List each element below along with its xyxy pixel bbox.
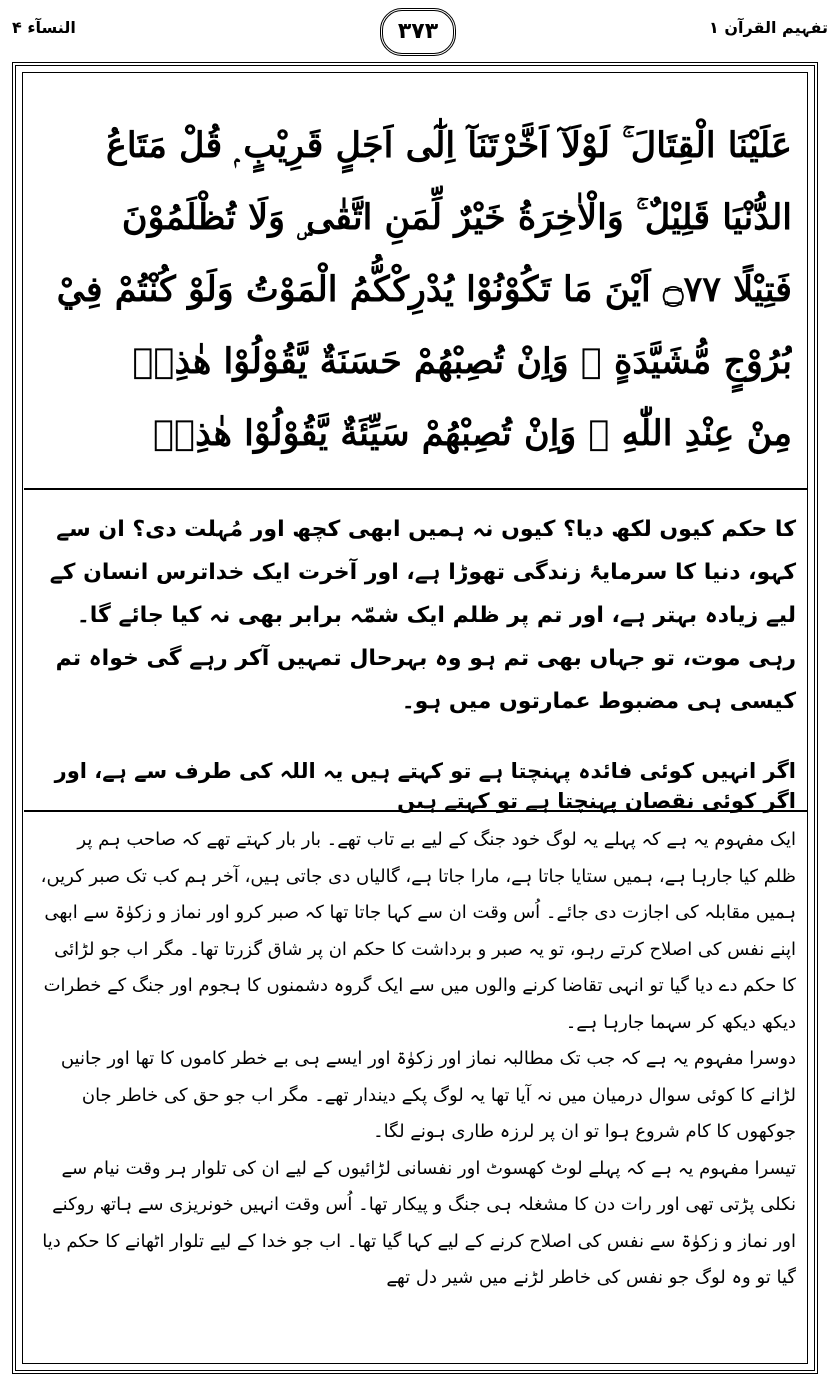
quran-text (40, 110, 792, 470)
book-title: تفہیم القرآن ۱ (709, 18, 828, 37)
surah-name: النسآء ۴ (12, 18, 76, 37)
page-number: ۳۷۳ (380, 8, 456, 56)
footnote-paragraph: ایک مفہوم یہ ہے کہ پہلے یہ لوگ خود جنگ کے لیے بے تاب تھے۔ بار بار کہتے تھے کہ صاحب ہم پر ظلم کیا جارہا ہے، ہمیں ستایا جاتا ہے، مارا جاتا ہے، گالیاں دی جاتی ہیں، آخر ہم کب تک صبر کریں، ہمیں مقابلہ کی اجازت دی جائے۔ اُس وقت ان سے کہا جاتا تھا کہ صبر کرو اور نماز و زکوٰۃ سے ابھی اپنے نفس کی اصلاح کرتے رہو، تو یہ صبر و برداشت کا حکم ان پر شاق گزرتا تھا۔ مگر اب جو لڑائی کا حکم دے دیا گیا تو انہی تقاضا کرنے والوں میں سے ایک گروہ دشمنوں کا ہجوم اور جنگ کے خطرات دیکھ دیکھ کر سہما جارہا ہے۔ (40, 829, 796, 1033)
quran-line: بُرُوْجٍ مُّشَيَّدَةٍ ۭ وَاِنْ تُصِبْهُمْ حَسَنَةٌ يَّقُوْلُوْا هٰذِهٖ (132, 341, 792, 382)
translation-text: کا حکم کیوں لکھ دیا؟ کیوں نہ ہمیں ابھی کچھ اور مُہلت دی؟ ان سے کہو، دنیا کا سرمایۂ زندگی تھوڑا ہے، اور آخرت ایک خداترس انسان کے لیے زیادہ بہتر ہے، اور تم پر ظلم ایک شمّہ برابر بھی نہ کیا جائے گا۔ رہی موت، تو جہاں بھی تم ہو وہ بہرحال تمہیں آکر رہے گی خواہ تم کیسی ہی مضبوط عمارتوں میں ہو۔ (49, 517, 796, 714)
quran-line: عَلَيْنَا الْقِتَالَ ۚ لَوْلَآ اَخَّرْتَنَآ اِلٰٓى اَجَلٍ قَرِيْبٍ ۭ قُلْ مَتَاعُ (105, 125, 792, 166)
quran-line: مِنْ عِنْدِ اللّٰهِ ۚ وَاِنْ تُصِبْهُمْ سَيِّئَةٌ يَّقُوْلُوْا هٰذِهٖ (153, 413, 792, 454)
quran-line: الدُّنْيَا قَلِيْلٌ ۚ وَالْاٰخِرَةُ خَيْرٌ لِّمَنِ اتَّقٰى ۣ وَلَا تُظْلَمُوْنَ (121, 197, 792, 238)
footnotes (40, 822, 796, 1297)
divider (24, 488, 808, 490)
page-header (0, 8, 840, 60)
quran-line: فَتِيْلًا ۝۷۷ اَيْنَ مَا تَكُوْنُوْا يُدْرِكْكُّمُ الْمَوْتُ وَلَوْ كُنْتُمْ فِيْ (56, 269, 792, 310)
translation-continuation: اگر انہیں کوئی فائدہ پہنچتا ہے تو کہتے ہیں یہ اللہ کی طرف سے ہے، اور اگر کوئی نقصان پہنچتا ہے تو کہتے ہیں (54, 759, 796, 813)
divider (24, 810, 808, 812)
footnote-paragraph: تیسرا مفہوم یہ ہے کہ پہلے لوٹ کھسوٹ اور نفسانی لڑائیوں کے لیے ان کی تلوار ہر وقت نیام سے نکلی پڑتی تھی اور رات دن کا مشغلہ ہی جنگ و پیکار تھا۔ اُس وقت انہیں خونریزی سے ہاتھ روکنے اور نماز و زکوٰۃ سے نفس کی اصلاح کرنے کے لیے کہا گیا تھا۔ اب جو خدا کے لیے تلوار اٹھانے کا حکم دیا گیا تو وہ لوگ جو نفس کی خاطر لڑنے میں شیر دل تھے (42, 1157, 796, 1288)
footnote-paragraph: دوسرا مفہوم یہ ہے کہ جب تک مطالبہ نماز اور زکوٰۃ اور ایسے ہی بے خطر کاموں کا تھا اور جانیں لڑانے کا کوئی سوال درمیان میں نہ آیا تھا یہ لوگ پکے دیندار تھے۔ مگر اب جو حق کی خاطر جان جوکھوں کا کام شروع ہوا تو ان پر لرزہ طاری ہونے لگا۔ (60, 1048, 796, 1142)
